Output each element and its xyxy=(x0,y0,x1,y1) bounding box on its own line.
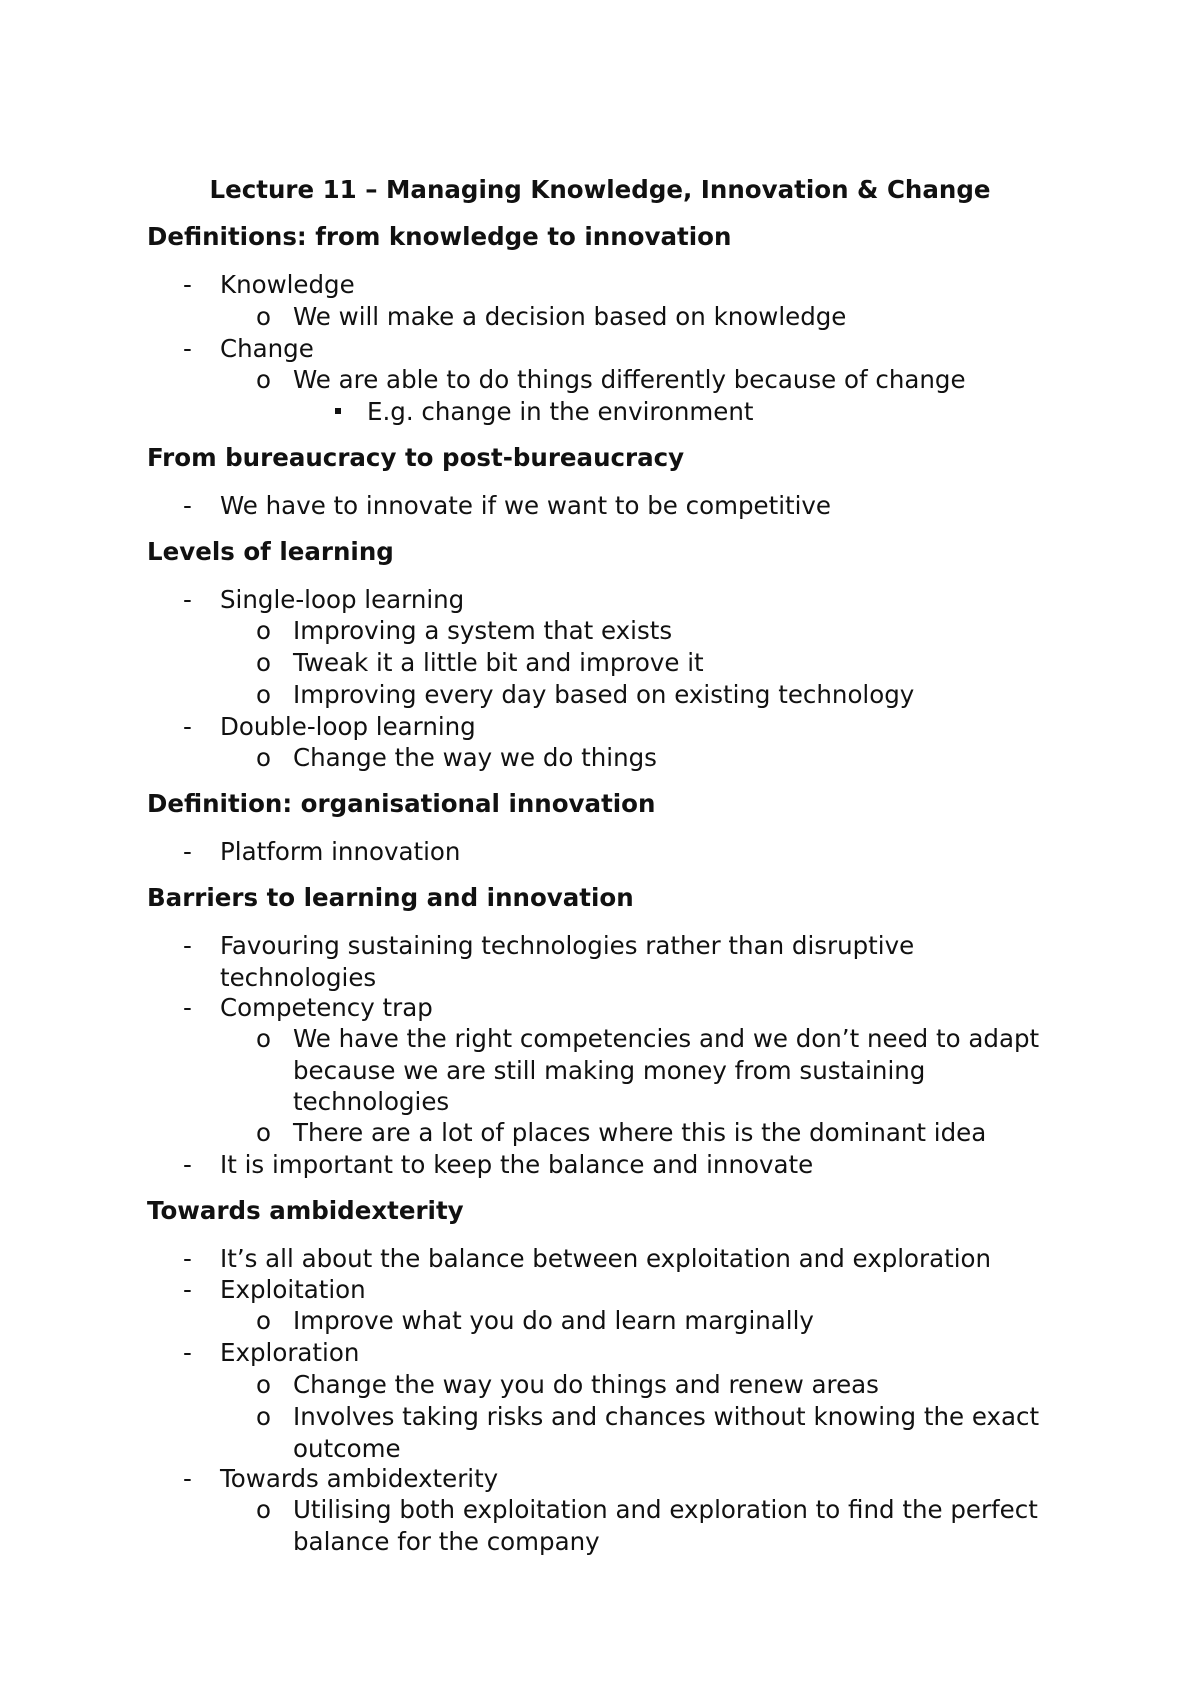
dash-bullet: - xyxy=(183,491,192,520)
list-item-text: Improve what you do and learn marginally xyxy=(293,1306,814,1335)
section-heading: Levels of learning xyxy=(147,537,394,566)
circle-bullet: o xyxy=(256,1370,271,1399)
dash-bullet: - xyxy=(183,334,192,363)
list-item-text: Change the way you do things and renew areas xyxy=(293,1370,879,1399)
dash-bullet: - xyxy=(183,993,192,1022)
circle-bullet: o xyxy=(256,1495,271,1524)
section-heading: Definitions: from knowledge to innovation xyxy=(147,222,732,251)
dash-bullet: - xyxy=(183,585,192,614)
list-item-text: Exploitation xyxy=(220,1275,366,1304)
circle-bullet: o xyxy=(256,648,271,677)
list-item-text: Improving a system that exists xyxy=(293,616,673,645)
circle-bullet: o xyxy=(256,302,271,331)
circle-bullet: o xyxy=(256,1306,271,1335)
list-item-text: Competency trap xyxy=(220,993,433,1022)
list-item-text: Double-loop learning xyxy=(220,712,476,741)
dash-bullet: - xyxy=(183,837,192,866)
square-bullet-icon xyxy=(335,408,341,414)
list-item-text: Improving every day based on existing technology xyxy=(293,680,915,709)
dash-bullet: - xyxy=(183,1150,192,1179)
list-item-text: Utilising both exploitation and exploration to find the perfect balance for the company xyxy=(293,1495,1038,1556)
list-item-text: Single-loop learning xyxy=(220,585,465,614)
list-item-text: Change xyxy=(220,334,314,363)
dash-bullet: - xyxy=(183,1338,192,1367)
circle-bullet: o xyxy=(256,365,271,394)
dash-bullet: - xyxy=(183,1275,192,1304)
list-item-text: We will make a decision based on knowledge xyxy=(293,302,847,331)
list-item-text: Tweak it a little bit and improve it xyxy=(293,648,704,677)
list-item-text: Exploration xyxy=(220,1338,360,1367)
dash-bullet: - xyxy=(183,270,192,299)
list-item-text: Involves taking risks and chances without knowing the exact outcome xyxy=(293,1402,1040,1463)
list-item-text: Towards ambidexterity xyxy=(220,1464,499,1493)
dash-bullet: - xyxy=(183,931,192,960)
list-item-text: Change the way we do things xyxy=(293,743,657,772)
list-item-text: Knowledge xyxy=(220,270,355,299)
circle-bullet: o xyxy=(256,1402,271,1431)
list-item-text: It is important to keep the balance and innovate xyxy=(220,1150,814,1179)
dash-bullet: - xyxy=(183,1244,192,1273)
section-heading: Barriers to learning and innovation xyxy=(147,883,634,912)
list-item-text: There are a lot of places where this is the dominant idea xyxy=(293,1118,987,1147)
list-item-text: It’s all about the balance between exploitation and exploration xyxy=(220,1244,992,1273)
section-heading: From bureaucracy to post-bureaucracy xyxy=(147,443,685,472)
circle-bullet: o xyxy=(256,616,271,645)
circle-bullet: o xyxy=(256,743,271,772)
dash-bullet: - xyxy=(183,712,192,741)
list-item-text: We are able to do things differently because of change xyxy=(293,365,966,394)
list-item-text: We have the right competencies and we don’t need to adapt because we are still making money from sustaining technologies xyxy=(293,1024,1040,1116)
list-item-text: Platform innovation xyxy=(220,837,461,866)
circle-bullet: o xyxy=(256,1024,271,1053)
section-heading: Towards ambidexterity xyxy=(147,1196,464,1225)
section-heading: Definition: organisational innovation xyxy=(147,789,656,818)
dash-bullet: - xyxy=(183,1464,192,1493)
list-item-text: Favouring sustaining technologies rather than disruptive technologies xyxy=(220,931,915,992)
circle-bullet: o xyxy=(256,680,271,709)
list-item-text: We have to innovate if we want to be competitive xyxy=(220,491,832,520)
page-title: Lecture 11 – Managing Knowledge, Innovation & Change xyxy=(209,175,991,204)
list-item-text: E.g. change in the environment xyxy=(367,397,754,426)
circle-bullet: o xyxy=(256,1118,271,1147)
